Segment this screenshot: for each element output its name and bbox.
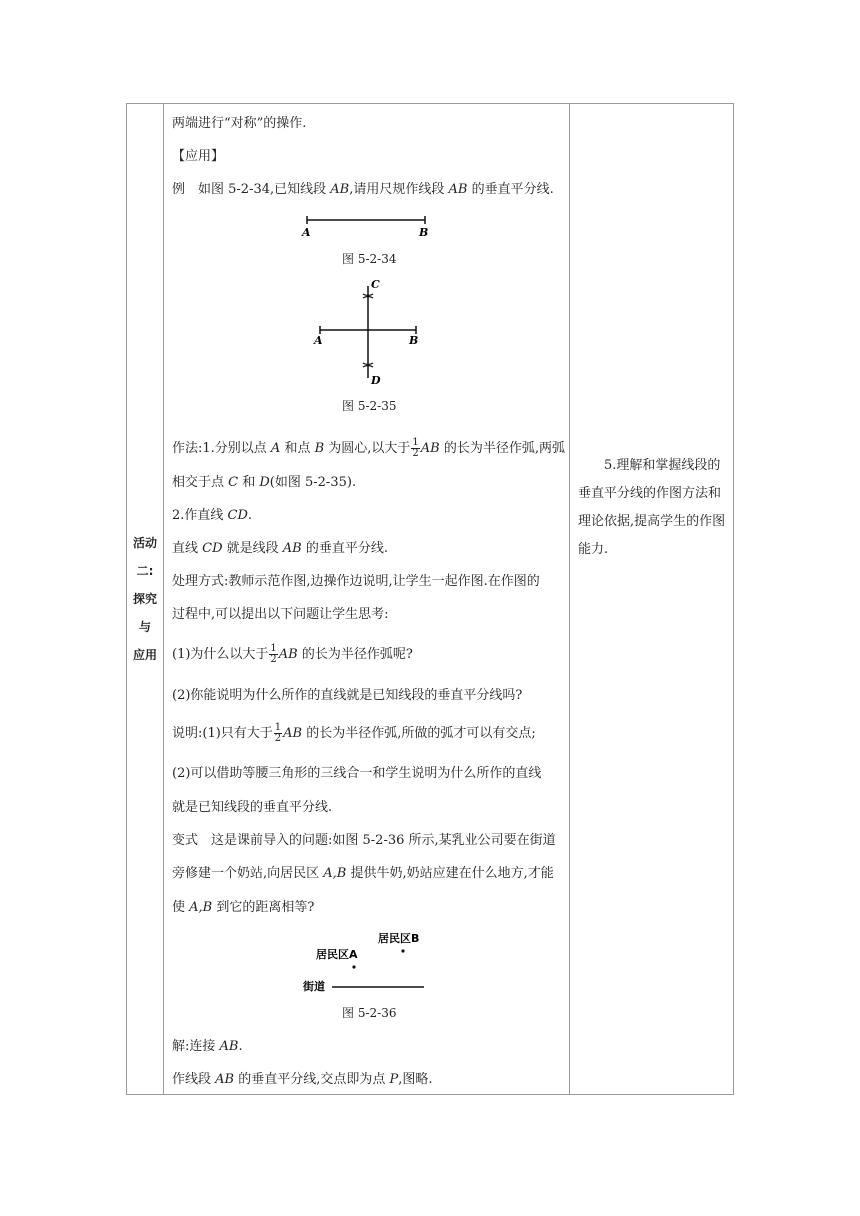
- example-statement: 例 如图 5-2-34,已知线段 AB,请用尺规作线段 AB 的垂直平分线.: [172, 182, 554, 197]
- label-d: D: [371, 374, 381, 387]
- method-line-4: 直线 CD 就是线段 AB 的垂直平分线.: [172, 541, 388, 556]
- figure-caption: 图 5-2-35: [342, 399, 397, 413]
- figure-5-2-36: [302, 926, 442, 994]
- method-line-1: 作法:1.分别以点 A 和点 B 为圆心,以大于 $\frac{1}{2}$ AB 的长为半径作弧,两弧: [172, 437, 565, 459]
- activity-label-line: 二:: [136, 564, 154, 578]
- figure-caption: 图 5-2-34: [342, 252, 397, 266]
- residential-a-label: 居民区A: [316, 948, 358, 961]
- activity-label-line: 应用: [132, 648, 157, 662]
- activity-label: [127, 104, 163, 1094]
- text-line: 过程中,可以提出以下问题让学生思考:: [172, 607, 389, 622]
- street-label: 街道: [303, 980, 325, 993]
- explanation-2: (2)可以借助等腰三角形的三线合一和学生说明为什么所作的直线: [172, 766, 542, 781]
- lesson-table: [126, 103, 734, 1095]
- teaching-goal: 5.理解和掌握线段的垂直平分线的作图方法和理论依据,提高学生的作图能力.: [578, 458, 726, 557]
- residential-b-label: 居民区B: [378, 932, 420, 945]
- figure-5-2-35: [312, 276, 432, 388]
- figure-5-2-34: [297, 210, 437, 238]
- section-heading: 【应用】: [172, 149, 225, 164]
- label-b: B: [419, 226, 429, 238]
- label-c: C: [371, 278, 380, 291]
- question-2: (2)你能说明为什么所作的直线就是已知线段的垂直平分线吗?: [172, 688, 523, 703]
- fraction-half: $\frac{1}{2}$: [412, 437, 419, 459]
- point-b: [401, 949, 404, 952]
- activity-label-line: 活动: [132, 536, 157, 550]
- explanation-3: 就是已知线段的垂直平分线.: [172, 800, 333, 815]
- method-line-3: 2.作直线 CD.: [172, 508, 253, 523]
- label-a: A: [302, 226, 311, 238]
- variation-line-1: 变式 这是课前导入的问题:如图 5-2-36 所示,某乳业公司要在街道: [172, 833, 556, 848]
- question-1: (1)为什么以大于 $\frac{1}{2}$ AB 的长为半径作弧呢?: [172, 643, 413, 665]
- explanation-1: 说明:(1)只有大于 $\frac{1}{2}$ AB 的长为半径作弧,所做的弧才可以有交点;: [172, 722, 536, 744]
- label-b: B: [409, 334, 419, 347]
- figure-caption: 图 5-2-36: [342, 1006, 397, 1020]
- solution-line-2: 作线段 AB 的垂直平分线,交点即为点 P,图略.: [172, 1072, 433, 1087]
- point-a: [352, 965, 355, 968]
- method-line-2: 相交于点 C 和 D(如图 5-2-35).: [172, 475, 357, 490]
- fraction-half: $\frac{1}{2}$: [274, 722, 282, 744]
- activity-label-line: 与: [138, 620, 151, 634]
- activity-label-line: 探究: [132, 592, 157, 606]
- text-line: 处理方式:教师示范作图,边操作边说明,让学生一起作图.在作图的: [172, 574, 540, 589]
- solution-line-1: 解:连接 AB.: [172, 1039, 243, 1054]
- column-divider-2: [569, 104, 570, 1094]
- fraction-half: $\frac{1}{2}$: [270, 643, 277, 665]
- variation-line-3: 使 A,B 到它的距离相等?: [172, 900, 315, 915]
- variation-line-2: 旁修建一个奶站,向居民区 A,B 提供牛奶,奶站应建在什么地方,才能: [172, 866, 554, 881]
- label-a: A: [314, 334, 323, 347]
- text-line: 两端进行“对称”的操作.: [172, 116, 307, 131]
- column-divider-1: [163, 104, 164, 1094]
